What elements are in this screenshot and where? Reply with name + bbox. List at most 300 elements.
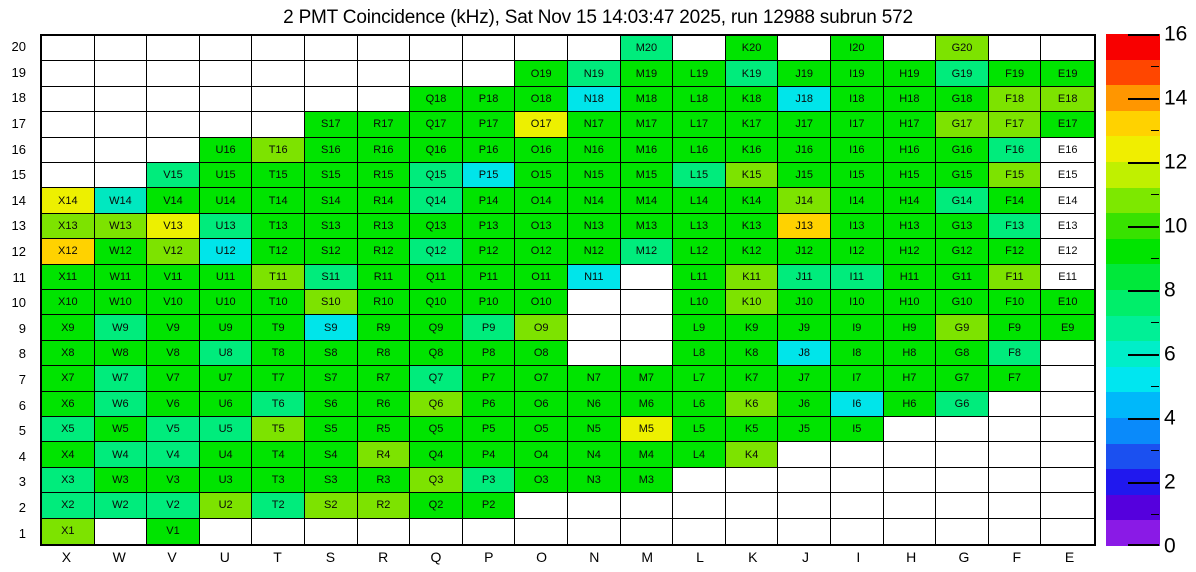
cell-S11: S11 [305, 265, 358, 290]
empty-cell-W16 [95, 138, 148, 163]
cell-I10: I10 [831, 290, 884, 315]
cell-I13: I13 [831, 214, 884, 239]
cell-P18: P18 [463, 87, 516, 112]
cell-U4: U4 [200, 442, 253, 467]
cell-R14: R14 [358, 188, 411, 213]
colorbar-tick-10 [1128, 226, 1159, 228]
cell-N14: N14 [568, 188, 621, 213]
empty-cell-V18 [147, 87, 200, 112]
cell-K19: K19 [726, 61, 779, 86]
empty-cell-X16 [42, 138, 95, 163]
colorbar-minor-tick-15 [1151, 66, 1159, 67]
colorbar-tick-label-0: 0 [1164, 534, 1176, 558]
cell-F18: F18 [989, 87, 1042, 112]
cell-I7: I7 [831, 366, 884, 391]
cell-J7: J7 [778, 366, 831, 391]
colorbar-minor-tick-9 [1151, 258, 1159, 259]
cell-H19: H19 [884, 61, 937, 86]
cell-M17: M17 [621, 112, 674, 137]
empty-cell-E2 [1041, 493, 1094, 518]
x-axis-label-X: X [61, 549, 72, 565]
cell-K18: K18 [726, 87, 779, 112]
cell-O19: O19 [515, 61, 568, 86]
cell-H10: H10 [884, 290, 937, 315]
cell-P14: P14 [463, 188, 516, 213]
cell-U5: U5 [200, 417, 253, 442]
empty-cell-T18 [252, 87, 305, 112]
cell-N13: N13 [568, 214, 621, 239]
cell-M4: M4 [621, 442, 674, 467]
cell-O16: O16 [515, 138, 568, 163]
x-axis-label-F: F [1012, 549, 1022, 565]
empty-cell-N20 [568, 36, 621, 61]
y-axis-label-2: 2 [18, 499, 26, 515]
cell-J15: J15 [778, 163, 831, 188]
cell-K10: K10 [726, 290, 779, 315]
empty-cell-U1 [200, 519, 253, 544]
cell-G7: G7 [936, 366, 989, 391]
cell-G17: G17 [936, 112, 989, 137]
cell-T14: T14 [252, 188, 305, 213]
cell-X11: X11 [42, 265, 95, 290]
cell-E16: E16 [1041, 138, 1094, 163]
cell-H12: H12 [884, 239, 937, 264]
empty-cell-R20 [358, 36, 411, 61]
empty-cell-P19 [463, 61, 516, 86]
empty-cell-F3 [989, 468, 1042, 493]
colorbar-tick-8 [1128, 290, 1159, 292]
y-axis-label-14: 14 [11, 192, 26, 208]
cell-S2: S2 [305, 493, 358, 518]
cell-P13: P13 [463, 214, 516, 239]
cell-F14: F14 [989, 188, 1042, 213]
cell-S12: S12 [305, 239, 358, 264]
colorbar-minor-tick-7 [1151, 322, 1159, 323]
cell-Q11: Q11 [410, 265, 463, 290]
cell-L8: L8 [673, 341, 726, 366]
cell-L11: L11 [673, 265, 726, 290]
empty-cell-X18 [42, 87, 95, 112]
empty-cell-G3 [936, 468, 989, 493]
cell-S4: S4 [305, 442, 358, 467]
cell-L10: L10 [673, 290, 726, 315]
cell-F16: F16 [989, 138, 1042, 163]
cell-H15: H15 [884, 163, 937, 188]
cell-U6: U6 [200, 392, 253, 417]
empty-cell-V16 [147, 138, 200, 163]
cell-U2: U2 [200, 493, 253, 518]
cell-E17: E17 [1041, 112, 1094, 137]
colorbar-minor-tick-13 [1151, 130, 1159, 131]
colorbar-tick-12 [1128, 162, 1159, 164]
cell-J16: J16 [778, 138, 831, 163]
cell-R9: R9 [358, 315, 411, 340]
cell-Q12: Q12 [410, 239, 463, 264]
cell-K8: K8 [726, 341, 779, 366]
cell-U16: U16 [200, 138, 253, 163]
cell-O8: O8 [515, 341, 568, 366]
cell-E13: E13 [1041, 214, 1094, 239]
empty-cell-V17 [147, 112, 200, 137]
cell-O7: O7 [515, 366, 568, 391]
empty-cell-H5 [884, 417, 937, 442]
cell-M19: M19 [621, 61, 674, 86]
colorbar-tick-14 [1128, 98, 1159, 100]
cell-F10: F10 [989, 290, 1042, 315]
cell-N12: N12 [568, 239, 621, 264]
cell-L19: L19 [673, 61, 726, 86]
empty-cell-U20 [200, 36, 253, 61]
empty-cell-F5 [989, 417, 1042, 442]
empty-cell-X20 [42, 36, 95, 61]
cell-J12: J12 [778, 239, 831, 264]
y-axis-label-13: 13 [11, 218, 26, 234]
cell-I20: I20 [831, 36, 884, 61]
cell-Q8: Q8 [410, 341, 463, 366]
cell-S13: S13 [305, 214, 358, 239]
colorbar-band-3 [1106, 111, 1160, 137]
colorbar-band-1 [1106, 60, 1160, 86]
colorbar-tick-16 [1128, 34, 1159, 36]
cell-H6: H6 [884, 392, 937, 417]
x-axis-label-J: J [802, 549, 810, 565]
cell-W14: W14 [95, 188, 148, 213]
empty-cell-G4 [936, 442, 989, 467]
cell-S5: S5 [305, 417, 358, 442]
empty-cell-N9 [568, 315, 621, 340]
heatmap-grid [40, 34, 1096, 546]
empty-cell-T1 [252, 519, 305, 544]
empty-cell-N2 [568, 493, 621, 518]
cell-M7: M7 [621, 366, 674, 391]
cell-N18: N18 [568, 87, 621, 112]
empty-cell-M9 [621, 315, 674, 340]
cell-N11: N11 [568, 265, 621, 290]
cell-G10: G10 [936, 290, 989, 315]
colorbar-minor-tick-3 [1151, 450, 1159, 451]
empty-cell-N8 [568, 341, 621, 366]
y-axis-label-7: 7 [18, 372, 26, 388]
cell-T10: T10 [252, 290, 305, 315]
cell-R11: R11 [358, 265, 411, 290]
cell-O9: O9 [515, 315, 568, 340]
y-axis-label-10: 10 [11, 295, 26, 311]
cell-G8: G8 [936, 341, 989, 366]
empty-cell-L2 [673, 493, 726, 518]
cell-T11: T11 [252, 265, 305, 290]
cell-S10: S10 [305, 290, 358, 315]
cell-V1: V1 [147, 519, 200, 544]
chart-title: 2 PMT Coincidence (kHz), Sat Nov 15 14:03:47 2025, run 12988 subrun 572 [283, 7, 913, 28]
cell-M6: M6 [621, 392, 674, 417]
empty-cell-F6 [989, 392, 1042, 417]
x-axis-label-W: W [112, 549, 126, 565]
cell-K5: K5 [726, 417, 779, 442]
empty-cell-W15 [95, 163, 148, 188]
empty-cell-M11 [621, 265, 674, 290]
cell-F13: F13 [989, 214, 1042, 239]
cell-I15: I15 [831, 163, 884, 188]
empty-cell-S19 [305, 61, 358, 86]
cell-T9: T9 [252, 315, 305, 340]
empty-cell-H20 [884, 36, 937, 61]
x-axis-label-R: R [378, 549, 389, 565]
empty-cell-E5 [1041, 417, 1094, 442]
empty-cell-F1 [989, 519, 1042, 544]
cell-T2: T2 [252, 493, 305, 518]
empty-cell-M2 [621, 493, 674, 518]
cell-R2: R2 [358, 493, 411, 518]
cell-W8: W8 [95, 341, 148, 366]
colorbar-minor-tick-11 [1151, 194, 1159, 195]
cell-M15: M15 [621, 163, 674, 188]
cell-V12: V12 [147, 239, 200, 264]
cell-K15: K15 [726, 163, 779, 188]
cell-P10: P10 [463, 290, 516, 315]
x-axis-label-H: H [906, 549, 917, 565]
cell-J5: J5 [778, 417, 831, 442]
cell-L12: L12 [673, 239, 726, 264]
empty-cell-J3 [778, 468, 831, 493]
y-axis-label-20: 20 [11, 39, 26, 55]
y-axis-label-3: 3 [18, 474, 26, 490]
y-axis [0, 34, 34, 546]
empty-cell-W1 [95, 519, 148, 544]
cell-M3: M3 [621, 468, 674, 493]
cell-U10: U10 [200, 290, 253, 315]
cell-T3: T3 [252, 468, 305, 493]
cell-X6: X6 [42, 392, 95, 417]
colorbar-tick-label-4: 4 [1164, 406, 1176, 430]
empty-cell-O1 [515, 519, 568, 544]
cell-X5: X5 [42, 417, 95, 442]
cell-F17: F17 [989, 112, 1042, 137]
cell-S8: S8 [305, 341, 358, 366]
cell-V11: V11 [147, 265, 200, 290]
cell-V9: V9 [147, 315, 200, 340]
cell-F19: F19 [989, 61, 1042, 86]
cell-K12: K12 [726, 239, 779, 264]
colorbar-tick-6 [1128, 354, 1159, 356]
colorbar-tick-label-12: 12 [1164, 150, 1188, 174]
cell-U11: U11 [200, 265, 253, 290]
cell-S14: S14 [305, 188, 358, 213]
empty-cell-W20 [95, 36, 148, 61]
cell-O13: O13 [515, 214, 568, 239]
x-axis-label-O: O [536, 549, 548, 565]
cell-W5: W5 [95, 417, 148, 442]
x-axis [40, 549, 1096, 567]
cell-L16: L16 [673, 138, 726, 163]
cell-J11: J11 [778, 265, 831, 290]
cell-O18: O18 [515, 87, 568, 112]
cell-U8: U8 [200, 341, 253, 366]
cell-F15: F15 [989, 163, 1042, 188]
cell-I17: I17 [831, 112, 884, 137]
cell-V2: V2 [147, 493, 200, 518]
empty-cell-T20 [252, 36, 305, 61]
cell-M13: M13 [621, 214, 674, 239]
cell-P2: P2 [463, 493, 516, 518]
colorbar-band-11 [1106, 316, 1160, 342]
cell-E11: E11 [1041, 265, 1094, 290]
x-axis-label-T: T [273, 549, 282, 565]
empty-cell-R18 [358, 87, 411, 112]
cell-I12: I12 [831, 239, 884, 264]
cell-P6: P6 [463, 392, 516, 417]
empty-cell-M10 [621, 290, 674, 315]
colorbar-tick-label-10: 10 [1164, 214, 1188, 238]
cell-R5: R5 [358, 417, 411, 442]
cell-P5: P5 [463, 417, 516, 442]
empty-cell-X19 [42, 61, 95, 86]
cell-K9: K9 [726, 315, 779, 340]
cell-W12: W12 [95, 239, 148, 264]
cell-O10: O10 [515, 290, 568, 315]
cell-K4: K4 [726, 442, 779, 467]
empty-cell-R19 [358, 61, 411, 86]
cell-T5: T5 [252, 417, 305, 442]
cell-S3: S3 [305, 468, 358, 493]
cell-J17: J17 [778, 112, 831, 137]
cell-I5: I5 [831, 417, 884, 442]
cell-H11: H11 [884, 265, 937, 290]
cell-V15: V15 [147, 163, 200, 188]
empty-cell-N10 [568, 290, 621, 315]
cell-G9: G9 [936, 315, 989, 340]
cell-K7: K7 [726, 366, 779, 391]
cell-H18: H18 [884, 87, 937, 112]
cell-G15: G15 [936, 163, 989, 188]
y-axis-label-17: 17 [11, 116, 26, 132]
empty-cell-I3 [831, 468, 884, 493]
cell-U3: U3 [200, 468, 253, 493]
cell-F9: F9 [989, 315, 1042, 340]
cell-L4: L4 [673, 442, 726, 467]
cell-P16: P16 [463, 138, 516, 163]
cell-I16: I16 [831, 138, 884, 163]
colorbar-tick-label-8: 8 [1164, 278, 1176, 302]
cell-G14: G14 [936, 188, 989, 213]
empty-cell-F2 [989, 493, 1042, 518]
cell-I6: I6 [831, 392, 884, 417]
x-axis-label-G: G [958, 549, 970, 565]
empty-cell-T17 [252, 112, 305, 137]
cell-S7: S7 [305, 366, 358, 391]
x-axis-label-K: K [748, 549, 758, 565]
cell-O15: O15 [515, 163, 568, 188]
empty-cell-P20 [463, 36, 516, 61]
x-axis-label-V: V [167, 549, 177, 565]
cell-Q15: Q15 [410, 163, 463, 188]
empty-cell-J4 [778, 442, 831, 467]
cell-Q18: Q18 [410, 87, 463, 112]
empty-cell-E3 [1041, 468, 1094, 493]
empty-cell-H3 [884, 468, 937, 493]
empty-cell-E20 [1041, 36, 1094, 61]
cell-K11: K11 [726, 265, 779, 290]
cell-X1: X1 [42, 519, 95, 544]
x-axis-label-M: M [641, 549, 653, 565]
empty-cell-K2 [726, 493, 779, 518]
cell-H8: H8 [884, 341, 937, 366]
cell-Q9: Q9 [410, 315, 463, 340]
cell-H9: H9 [884, 315, 937, 340]
empty-cell-N1 [568, 519, 621, 544]
empty-cell-O2 [515, 493, 568, 518]
cell-U13: U13 [200, 214, 253, 239]
cell-K6: K6 [726, 392, 779, 417]
cell-L6: L6 [673, 392, 726, 417]
cell-W10: W10 [95, 290, 148, 315]
empty-cell-F4 [989, 442, 1042, 467]
empty-cell-H2 [884, 493, 937, 518]
cell-S6: S6 [305, 392, 358, 417]
cell-N5: N5 [568, 417, 621, 442]
cell-W2: W2 [95, 493, 148, 518]
cell-S15: S15 [305, 163, 358, 188]
cell-U9: U9 [200, 315, 253, 340]
empty-cell-E6 [1041, 392, 1094, 417]
cell-I9: I9 [831, 315, 884, 340]
empty-cell-M8 [621, 341, 674, 366]
empty-cell-S1 [305, 519, 358, 544]
cell-U12: U12 [200, 239, 253, 264]
cell-L14: L14 [673, 188, 726, 213]
cell-P7: P7 [463, 366, 516, 391]
cell-R12: R12 [358, 239, 411, 264]
cell-W6: W6 [95, 392, 148, 417]
cell-H16: H16 [884, 138, 937, 163]
cell-T4: T4 [252, 442, 305, 467]
cell-M16: M16 [621, 138, 674, 163]
cell-Q17: Q17 [410, 112, 463, 137]
cell-G6: G6 [936, 392, 989, 417]
cell-L5: L5 [673, 417, 726, 442]
empty-cell-W17 [95, 112, 148, 137]
x-axis-label-U: U [219, 549, 230, 565]
cell-I8: I8 [831, 341, 884, 366]
cell-E9: E9 [1041, 315, 1094, 340]
cell-V8: V8 [147, 341, 200, 366]
cell-J14: J14 [778, 188, 831, 213]
cell-R15: R15 [358, 163, 411, 188]
empty-cell-E1 [1041, 519, 1094, 544]
x-axis-label-N: N [589, 549, 600, 565]
colorbar-tick-label-14: 14 [1164, 86, 1188, 110]
cell-P4: P4 [463, 442, 516, 467]
cell-G16: G16 [936, 138, 989, 163]
colorbar-band-9 [1106, 264, 1160, 290]
cell-J9: J9 [778, 315, 831, 340]
y-axis-label-19: 19 [11, 64, 26, 80]
cell-L17: L17 [673, 112, 726, 137]
cell-O14: O14 [515, 188, 568, 213]
cell-X10: X10 [42, 290, 95, 315]
cell-E10: E10 [1041, 290, 1094, 315]
cell-Q13: Q13 [410, 214, 463, 239]
x-axis-label-I: I [856, 549, 861, 565]
cell-M14: M14 [621, 188, 674, 213]
cell-T15: T15 [252, 163, 305, 188]
empty-cell-Q20 [410, 36, 463, 61]
cell-L13: L13 [673, 214, 726, 239]
empty-cell-F20 [989, 36, 1042, 61]
cell-P3: P3 [463, 468, 516, 493]
empty-cell-G2 [936, 493, 989, 518]
cell-R10: R10 [358, 290, 411, 315]
cell-R16: R16 [358, 138, 411, 163]
